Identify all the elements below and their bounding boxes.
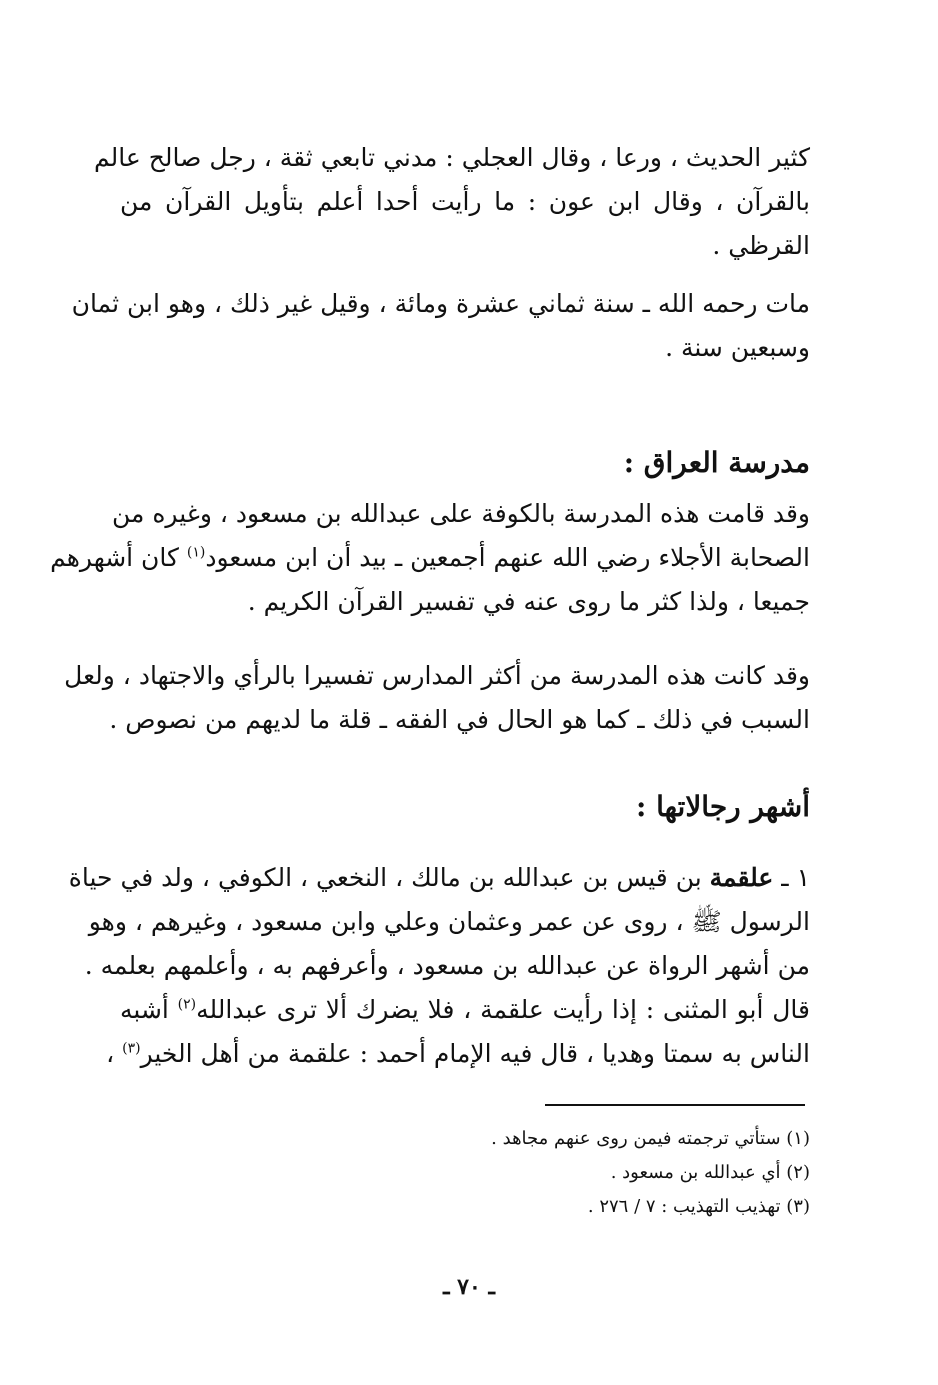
entry-alqama [68,856,810,1076]
text-line [68,856,810,900]
text-segment: أشبه [120,995,178,1024]
text-segment: الناس به سمتا وهديا ، قال فيه الإمام أحمد : علقمة من أهل الخير [140,1039,810,1068]
text-line: وقد كانت هذه المدرسة من أكثر المدارس تفسيرا بالرأي والاجتهاد ، ولعل [64,661,810,690]
text-segment: كان أشهرهم [50,543,187,572]
text-segment: بن قيس بن عبدالله بن مالك ، النخعي ، الكوفي ، ولد في حياة [68,863,710,892]
text-segment: قال أبو المثنى : إذا رأيت علقمة ، فلا يضرك ألا ترى عبدالله [196,995,810,1024]
footnote-item: (٢) أي عبدالله بن مسعود . [610,1162,810,1183]
text-line [120,988,810,1032]
footnote-separator [545,1104,805,1106]
footnotes [491,1122,810,1224]
section-heading-famous-men: أشهر رجالاتها : [636,790,810,823]
text-line: السبب في ذلك ـ كما هو الحال في الفقه ـ قلة ما لديهم من نصوص . [109,705,810,734]
paragraph-qurazi-praise [94,136,810,268]
text-line: كثير الحديث ، ورعا ، وقال العجلي : مدني تابعي ثقة ، رجل صالح عالم [94,143,810,172]
text-line: القرظي . [712,231,810,260]
text-line: الرسول ﷺ ، روى عن عمر وعثمان وعلي وابن مسعود ، وغيرهم ، وهو [88,907,810,936]
text-line [50,536,810,580]
text-segment: ، [106,1039,123,1068]
footnote-marker: (٢) [177,996,197,1013]
paragraph-iraq-school-founding [50,492,810,624]
footnote-item: (١) ستأتي ترجمته فيمن روى عنهم مجاهد . [491,1128,810,1149]
text-line: وسبعين سنة . [665,333,810,362]
text-line: وقد قامت هذه المدرسة بالكوفة على عبدالله بن مسعود ، وغيره من [111,499,810,528]
text-line: جميعا ، ولذا كثر ما روى عنه في تفسير القرآن الكريم . [247,587,810,616]
footnote-marker: (١) [186,544,206,561]
paragraph-qurazi-death [71,282,810,370]
text-segment: الصحابة الأجلاء رضي الله عنهم أجمعين ـ بيد أن ابن مسعود [205,543,810,572]
text-line [106,1032,810,1076]
text-line: بالقرآن ، وقال ابن عون : ما رأيت أحدا أعلم بتأويل القرآن من [120,187,810,216]
page-number: ـ ٧٠ ـ [443,1274,495,1300]
entry-number: ١ ـ [773,863,810,892]
paragraph-iraq-school-method [64,654,810,742]
text-line: مات رحمه الله ـ سنة ثماني عشرة ومائة ، وقيل غير ذلك ، وهو ابن ثمان [71,289,810,318]
text-line: من أشهر الرواة عن عبدالله بن مسعود ، وأعرفهم به ، وأعلمهم بعلمه . [84,951,810,980]
section-heading-iraq-school: مدرسة العراق : [623,446,810,479]
footnote-item: (٣) تهذيب التهذيب : ٧ / ٢٧٦ . [587,1196,810,1217]
footnote-marker: (٣) [122,1040,141,1057]
entry-name: علقمة [709,863,774,892]
